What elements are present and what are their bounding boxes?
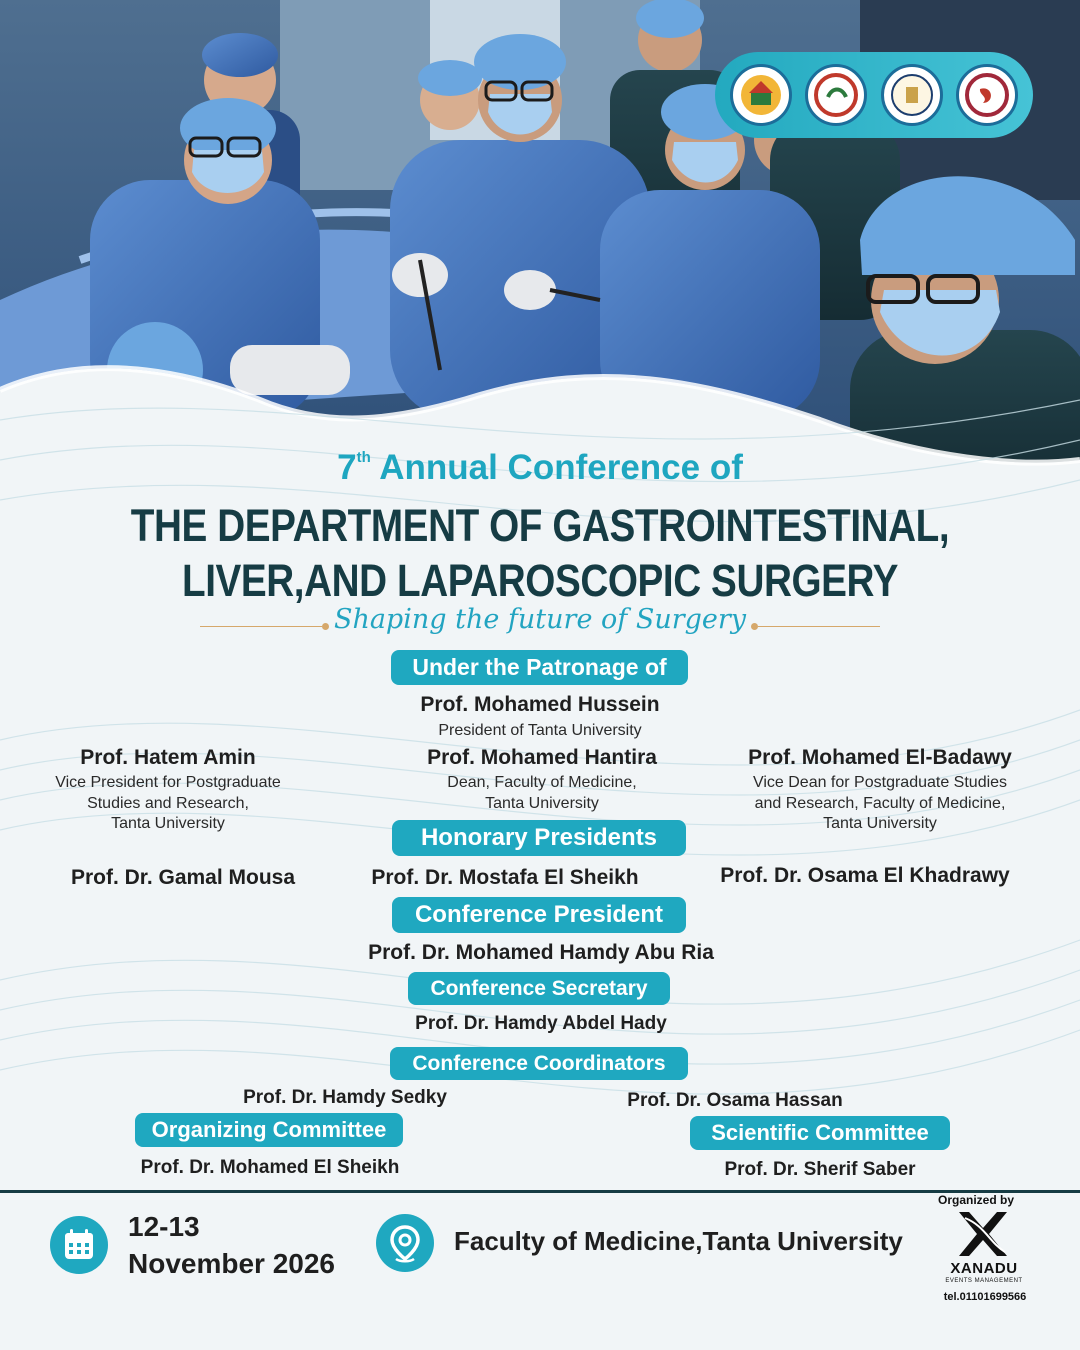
organized-by-label: Organized by (938, 1193, 1015, 1207)
vice-dean-name: Prof. Mohamed El-Badawy (748, 746, 1012, 769)
university-logo (730, 64, 792, 126)
partner-logos (715, 52, 1033, 138)
organizing-heading: Organizing Committee (135, 1113, 403, 1147)
tagline-dot-right (751, 623, 758, 630)
coordinator-name-2: Prof. Dr. Osama Hassan (627, 1090, 843, 1111)
scientific-name: Prof. Dr. Sherif Saber (724, 1159, 916, 1180)
tagline-divider-left (200, 626, 322, 627)
honorary-name-3: Prof. Dr. Osama El Khadrawy (720, 864, 1010, 887)
secretary-heading: Conference Secretary (408, 972, 670, 1005)
ordinal-suffix: th (356, 449, 371, 467)
honorary-name-1: Prof. Dr. Gamal Mousa (70, 866, 296, 889)
scientific-heading: Scientific Committee (690, 1116, 950, 1150)
calendar-icon (50, 1216, 108, 1274)
date-line-1: 12-13 (128, 1211, 200, 1242)
dean-name: Prof. Mohamed Hantira (427, 746, 657, 769)
ordinal: 7 (337, 448, 357, 487)
honorary-heading: Honorary Presidents (392, 820, 686, 856)
tagline-divider-right (758, 626, 880, 627)
vice-president-name: Prof. Hatem Amin (80, 746, 256, 769)
secretary-name: Prof. Dr. Hamdy Abdel Hady (415, 1013, 667, 1034)
honorary-name-2: Prof. Dr. Mostafa El Sheikh (371, 866, 639, 889)
patron-name: Prof. Mohamed Hussein (420, 693, 660, 716)
dean-role: Dean, Faculty of Medicine, Tanta University (447, 774, 637, 812)
date-line-2: November 2026 (128, 1248, 336, 1279)
vice-president-role: Vice President for Postgraduate Studies and Research, Tanta University (55, 774, 281, 832)
patron-role: President of Tanta University (438, 722, 642, 739)
event-date (128, 1208, 335, 1282)
department-line-1: THE DEPARTMENT OF GASTROINTESTINAL, (130, 500, 950, 551)
organizer-phone: tel.01101699566 (943, 1291, 1027, 1303)
footer-divider (0, 1190, 1080, 1193)
president-heading: Conference President (392, 897, 686, 933)
coordinators-heading: Conference Coordinators (390, 1047, 688, 1080)
vice-dean-role: Vice Dean for Postgraduate Studies and Research, Faculty of Medicine, Tanta University (752, 774, 1008, 832)
organizing-name: Prof. Dr. Mohamed El Sheikh (140, 1157, 400, 1178)
tagline-dot-left (322, 623, 329, 630)
president-name: Prof. Dr. Mohamed Hamdy Abu Ria (368, 941, 714, 964)
conference-line: Annual Conference of (379, 448, 743, 487)
organizer-name: XANADU (950, 1260, 1018, 1277)
department-logo (881, 64, 943, 126)
patronage-heading: Under the Patronage of (391, 650, 688, 685)
location-pin-icon (376, 1214, 434, 1272)
faculty-logo (805, 64, 867, 126)
surgery-logo (956, 64, 1018, 126)
coordinator-name-1: Prof. Dr. Hamdy Sedky (243, 1087, 447, 1108)
organizer-subtitle: EVENTS MANAGEMENT (945, 1278, 1023, 1284)
xanadu-logo (955, 1208, 1011, 1260)
department-line-2: LIVER,AND LAPAROSCOPIC SURGERY (181, 555, 899, 606)
conference-title (0, 448, 1080, 488)
venue: Faculty of Medicine,Tanta University (454, 1226, 903, 1256)
tagline: Shaping the future of Surgery (333, 604, 747, 635)
